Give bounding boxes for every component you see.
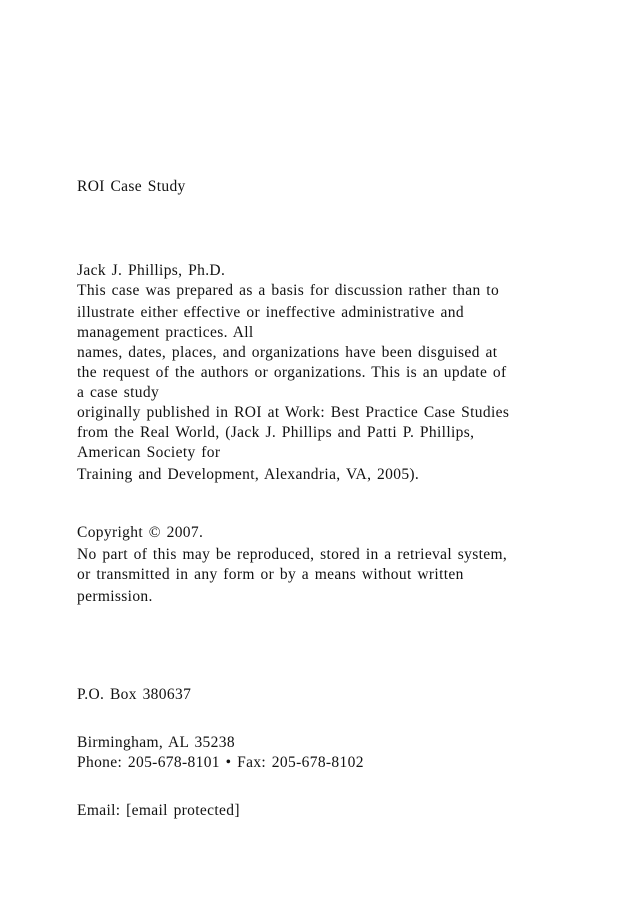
description-line: from the Real World, (Jack J. Phillips and Patti P. Phillips, — [77, 424, 475, 441]
phone-fax-line: Phone: 205-678-8101 • Fax: 205-678-8102 — [77, 754, 364, 771]
copyright-notice-line: permission. — [77, 588, 153, 605]
city-line: Birmingham, AL 35238 — [77, 734, 235, 751]
copyright-notice-line: No part of this may be reproduced, stored in a retrieval system, — [77, 546, 508, 563]
description-line: management practices. All — [77, 324, 254, 341]
copyright-notice-line: or transmitted in any form or by a means without written — [77, 566, 464, 583]
description-line: Training and Development, Alexandria, VA, 2005). — [77, 466, 420, 483]
copyright-line: Copyright © 2007. — [77, 524, 204, 541]
document-title: ROI Case Study — [77, 178, 186, 195]
description-line: originally published in ROI at Work: Best Practice Case Studies — [77, 404, 510, 421]
po-box: P.O. Box 380637 — [77, 686, 192, 703]
email-line: Email: [email protected] — [77, 802, 240, 819]
description-line: names, dates, places, and organizations have been disguised at — [77, 344, 498, 361]
description-line: This case was prepared as a basis for discussion rather than to — [77, 282, 500, 299]
description-line: American Society for — [77, 444, 221, 461]
description-line: a case study — [77, 384, 160, 401]
author-line: Jack J. Phillips, Ph.D. — [77, 262, 226, 279]
description-line: the request of the authors or organizations. This is an update of — [77, 364, 507, 381]
description-line: illustrate either effective or ineffective administrative and — [77, 304, 464, 321]
